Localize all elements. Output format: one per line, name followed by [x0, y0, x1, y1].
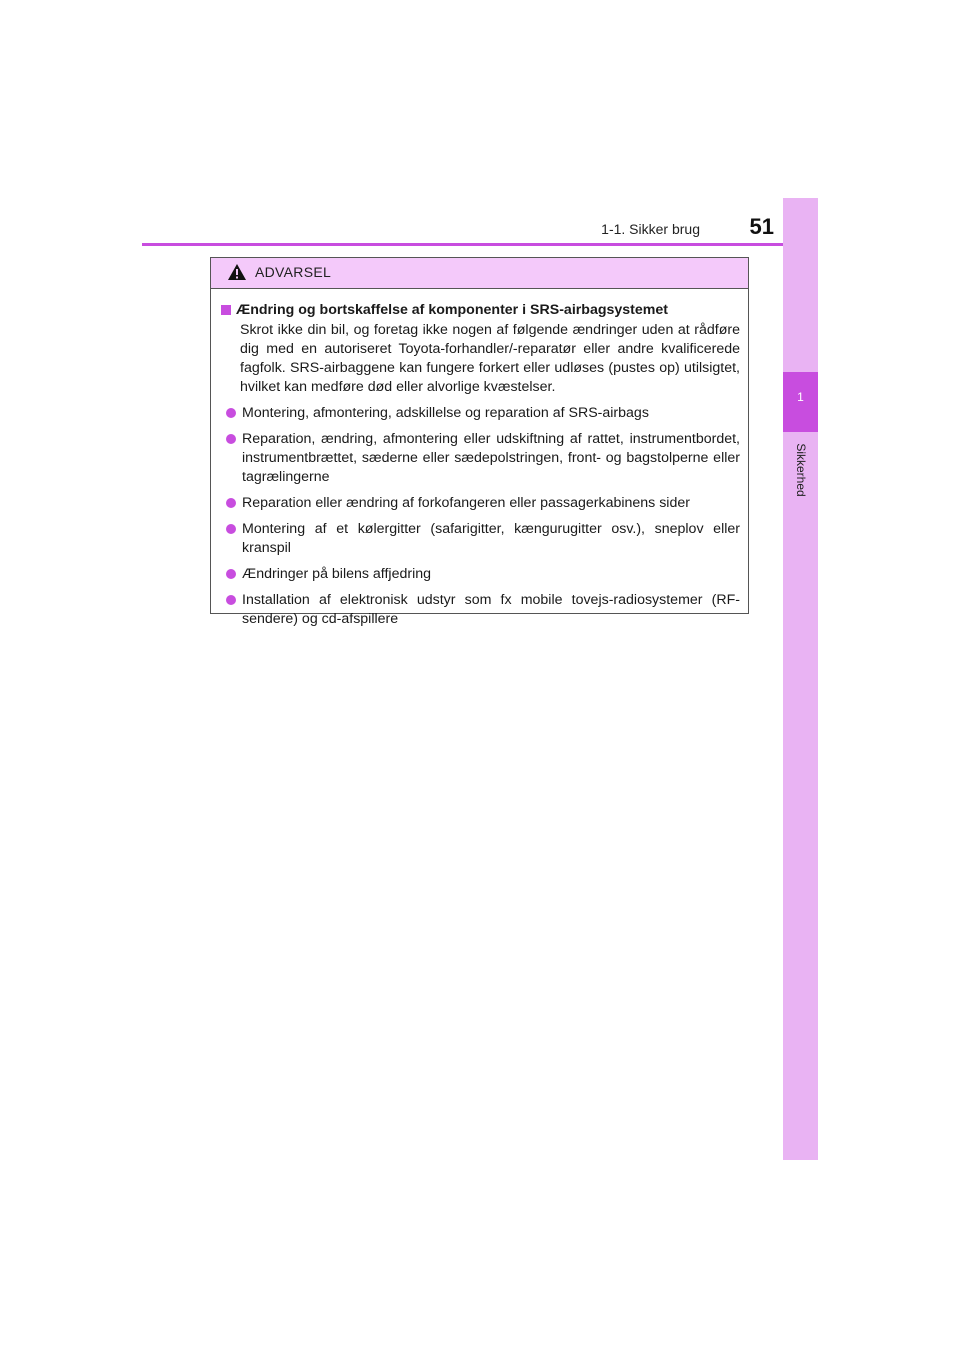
header-rule	[142, 243, 818, 246]
bullet-dot-icon	[226, 595, 236, 605]
warning-list	[219, 404, 740, 629]
warning-box	[210, 257, 749, 627]
list-item	[219, 591, 740, 629]
list-item-text: Reparation, ændring, afmontering eller udskiftning af rattet, instrumentbordet, instrumentbrættet, sæderne eller sædepolstringen, front- og bagstolperne eller tagrælingerne	[242, 431, 740, 485]
bullet-dot-icon	[226, 408, 236, 418]
chapter-label: Sikkerhed	[794, 443, 808, 497]
warning-triangle-icon	[227, 263, 247, 281]
list-item	[219, 565, 740, 584]
list-item-text: Reparation eller ændring af forkofangeren eller passagerkabinens sider	[242, 495, 690, 511]
warning-heading	[219, 301, 740, 320]
warning-header	[211, 258, 748, 289]
bullet-dot-icon	[226, 498, 236, 508]
chapter-side-tab	[783, 198, 818, 1160]
section-title: 1-1. Sikker brug	[601, 221, 700, 237]
list-item	[219, 430, 740, 487]
bullet-dot-icon	[226, 569, 236, 579]
bullet-dot-icon	[226, 524, 236, 534]
list-item	[219, 520, 740, 558]
chapter-number: 1	[797, 390, 804, 404]
list-item-text: Montering af et kølergitter (safarigitter, kængurugitter osv.), sneplov eller kranspil	[242, 521, 740, 556]
list-item-text: Ændringer på bilens affjedring	[242, 566, 432, 582]
warning-heading-text: Ændring og bortskaffelse af komponenter i SRS-airbagsystemet	[236, 302, 669, 318]
page-number: 51	[749, 214, 774, 239]
list-item-text: Installation af elektronisk udstyr som fx mobile tovejs-radiosystemer (RF-sendere) og cd-afspillere	[242, 592, 740, 627]
warning-intro: Skrot ikke din bil, og foretag ikke nogen af følgende ændringer uden at rådføre dig med en autoriseret Toyota-forhandler/-reparatør eller andre kvalificerede fagfolk. SRS-airbaggene kan fungere forkert eller udløses (pustes op) utilsigtet, hvilket kan medføre død eller alvorlige kvæstelser.	[240, 322, 740, 395]
warning-body	[211, 289, 748, 629]
list-item	[219, 404, 740, 423]
list-item-text: Montering, afmontering, adskillelse og reparation af SRS-airbags	[242, 405, 649, 421]
bullet-dot-icon	[226, 434, 236, 444]
list-item	[219, 494, 740, 513]
square-bullet-icon	[221, 305, 231, 315]
warning-title: ADVARSEL	[255, 264, 332, 280]
